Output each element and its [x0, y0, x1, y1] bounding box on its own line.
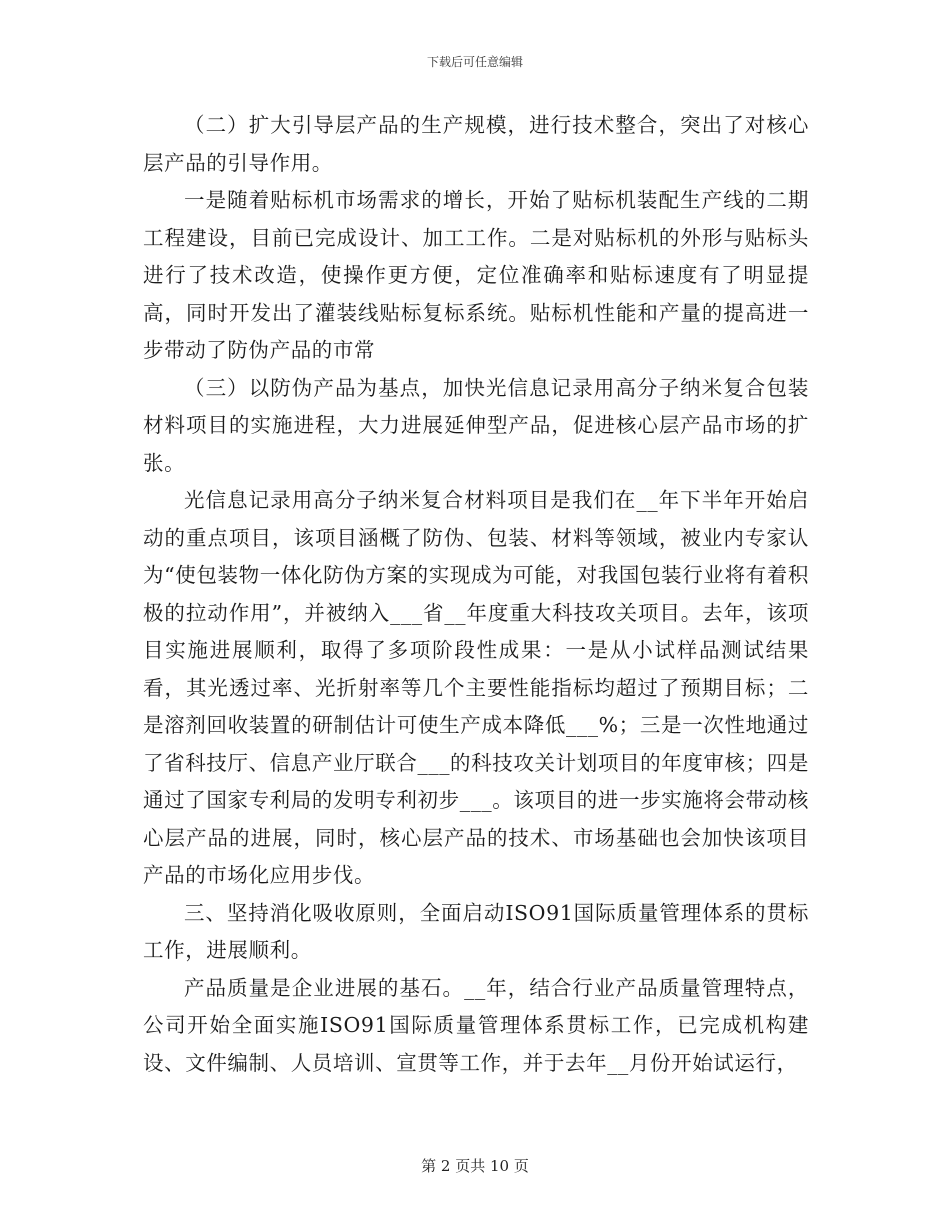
paragraph-iso-heading: 三、坚持消化吸收原则，全面启动ISO91国际质量管理体系的贯标工作，进展顺利。	[143, 900, 809, 962]
page-number-footer: 第 2 页共 10 页	[421, 1157, 529, 1175]
document-body	[143, 107, 809, 1082]
paragraph-product-quality: 产品质量是企业进展的基石。__年，结合行业产品质量管理特点，公司开始全面实施ISO91国际质量管理体系贯标工作，已完成机构建设、文件编制、人员培训、宣贯等工作，并于去年__月份开始试运行，	[143, 975, 809, 1075]
paragraph-section-three-heading: （三）以防伪产品为基点，加快光信息记录用高分子纳米复合包装材料项目的实施进程，大力进展延伸型产品，促进核心层产品市场的扩张。	[143, 375, 809, 475]
page-header: 下载后可任意编辑	[426, 55, 523, 69]
paragraph-labeling-machine: 一是随着贴标机市场需求的增长，开始了贴标机装配生产线的二期工程建设，目前已完成设计、加工工作。二是对贴标机的外形与贴标头进行了技术改造，使操作更方便，定位准确率和贴标速度有了明显提高，同时开发出了灌装线贴标复标系统。贴标机性能和产量的提高进一步带动了防伪产品的市常	[143, 188, 809, 362]
paragraph-nano-material-project: 光信息记录用高分子纳米复合材料项目是我们在__年下半年开始启动的重点项目，该项目涵概了防伪、包装、材料等领域，被业内专家认为“使包装物一体化防伪方案的实现成为可能，对我国包装行业将有着积极的拉动作用”，并被纳入___省__年度重大科技攻关项目。去年，该项目实施进展顺利，取得了多项阶段性成果：一是从小试样品测试结果看，其光透过率、光折射率等几个主要性能指标均超过了预期目标；二是溶剂回收装置的研制估计可使生产成本降低___%；三是一次性地通过了省科技厅、信息产业厅联合___的科技攻关计划项目的年度审核；四是通过了国家专利局的发明专利初步___。该项目的进一步实施将会带动核心层产品的进展，同时，核心层产品的技术、市场基础也会加快该项目产品的市场化应用步伐。	[143, 488, 809, 887]
paragraph-section-two-heading: （二）扩大引导层产品的生产规模，进行技术整合，突出了对核心层产品的引导作用。	[143, 113, 809, 175]
